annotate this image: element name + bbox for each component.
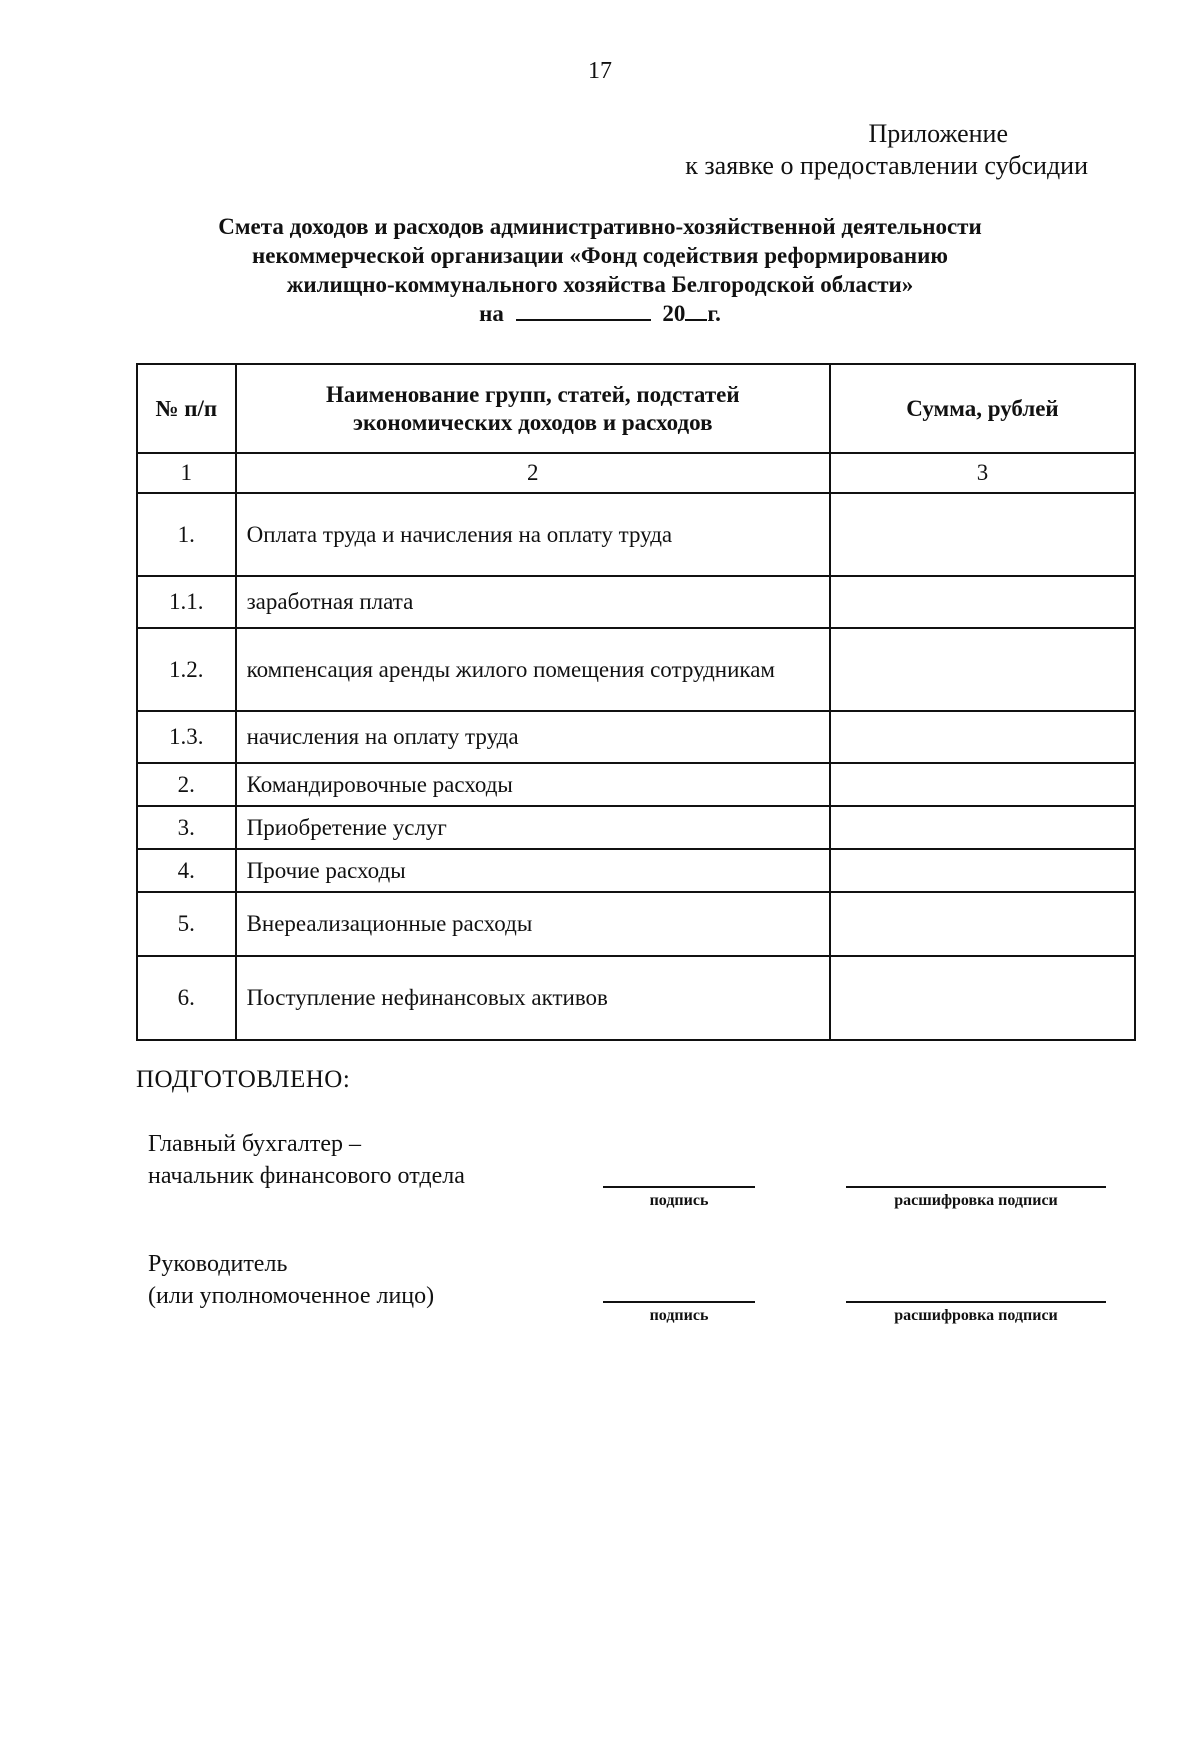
row-num: 1. [137, 493, 236, 576]
row-sum [830, 806, 1135, 849]
row-name: Поступление нефинансовых активов [236, 956, 830, 1040]
table-row [137, 628, 1135, 711]
index-2: 2 [236, 453, 830, 493]
row-num: 1.2. [137, 628, 236, 711]
index-3: 3 [830, 453, 1135, 493]
title-line-3: жилищно-коммунального хозяйства Белгородской области» [286, 272, 914, 297]
signature-line [603, 1301, 755, 1303]
appendix-title: Приложение [868, 119, 1008, 148]
table-row [137, 763, 1135, 806]
title-line-2: некоммерческой организации «Фонд содействия реформированию [251, 243, 949, 268]
row-name: Внереализационные расходы [236, 892, 830, 956]
table-row [137, 849, 1135, 892]
header-num: № п/п [137, 364, 236, 453]
table-row [137, 892, 1135, 956]
table-row [137, 711, 1135, 763]
row-sum [830, 763, 1135, 806]
signer-role-line-1: Главный бухгалтер – [148, 1131, 361, 1157]
signature-caption: подпись [649, 1307, 709, 1324]
table-index-row [137, 453, 1135, 493]
table-row [137, 806, 1135, 849]
signature-caption: подпись [649, 1192, 709, 1209]
row-num: 1.1. [137, 576, 236, 628]
row-sum [830, 956, 1135, 1040]
title-date-line [0, 299, 1200, 328]
row-sum [830, 849, 1135, 892]
decoding-line [846, 1301, 1106, 1303]
table-row [137, 493, 1135, 576]
row-sum [830, 493, 1135, 576]
decoding-caption: расшифровка подписи [894, 1192, 1058, 1209]
row-name: начисления на оплату труда [236, 711, 830, 763]
document-title [0, 212, 1200, 328]
row-name: компенсация аренды жилого помещения сотрудникам [236, 628, 830, 711]
signer-role-line-1: Руководитель [148, 1251, 288, 1277]
row-num: 1.3. [137, 711, 236, 763]
page-number: 17 [588, 58, 612, 84]
row-name: Приобретение услуг [236, 806, 830, 849]
index-1: 1 [137, 453, 236, 493]
date-year: 20 [662, 301, 686, 326]
row-num: 5. [137, 892, 236, 956]
signer-head [148, 1248, 434, 1312]
signer-role-line-2: начальник финансового отдела [148, 1163, 465, 1189]
appendix-note [685, 118, 1088, 182]
row-name: Командировочные расходы [236, 763, 830, 806]
signer-role-line-2: (или уполномоченное лицо) [148, 1283, 435, 1309]
row-sum [830, 576, 1135, 628]
decoding-caption: расшифровка подписи [894, 1307, 1058, 1324]
row-num: 2. [137, 763, 236, 806]
estimate-table [136, 363, 1136, 1041]
date-suffix: г. [707, 301, 721, 326]
date-blank [516, 299, 651, 321]
header-sum: Сумма, рублей [830, 364, 1135, 453]
row-num: 6. [137, 956, 236, 1040]
table-header-row [137, 364, 1135, 453]
table-row [137, 576, 1135, 628]
row-name: Прочие расходы [236, 849, 830, 892]
row-name: Оплата труда и начисления на оплату труда [236, 493, 830, 576]
row-num: 4. [137, 849, 236, 892]
row-sum [830, 892, 1135, 956]
row-sum [830, 628, 1135, 711]
prepared-label: ПОДГОТОВЛЕНО: [136, 1066, 351, 1093]
table-row [137, 956, 1135, 1040]
decoding-line [846, 1186, 1106, 1188]
row-num: 3. [137, 806, 236, 849]
header-name: Наименование групп, статей, подстатей экономических доходов и расходов [236, 364, 830, 453]
appendix-subtitle: к заявке о предоставлении субсидии [685, 151, 1088, 180]
signer-chief-accountant [148, 1128, 465, 1192]
year-blank [685, 299, 707, 321]
row-sum [830, 711, 1135, 763]
signature-line [603, 1186, 755, 1188]
row-name: заработная плата [236, 576, 830, 628]
title-line-1: Смета доходов и расходов административно-хозяйственной деятельности [218, 214, 982, 239]
date-prefix: на [479, 301, 504, 326]
